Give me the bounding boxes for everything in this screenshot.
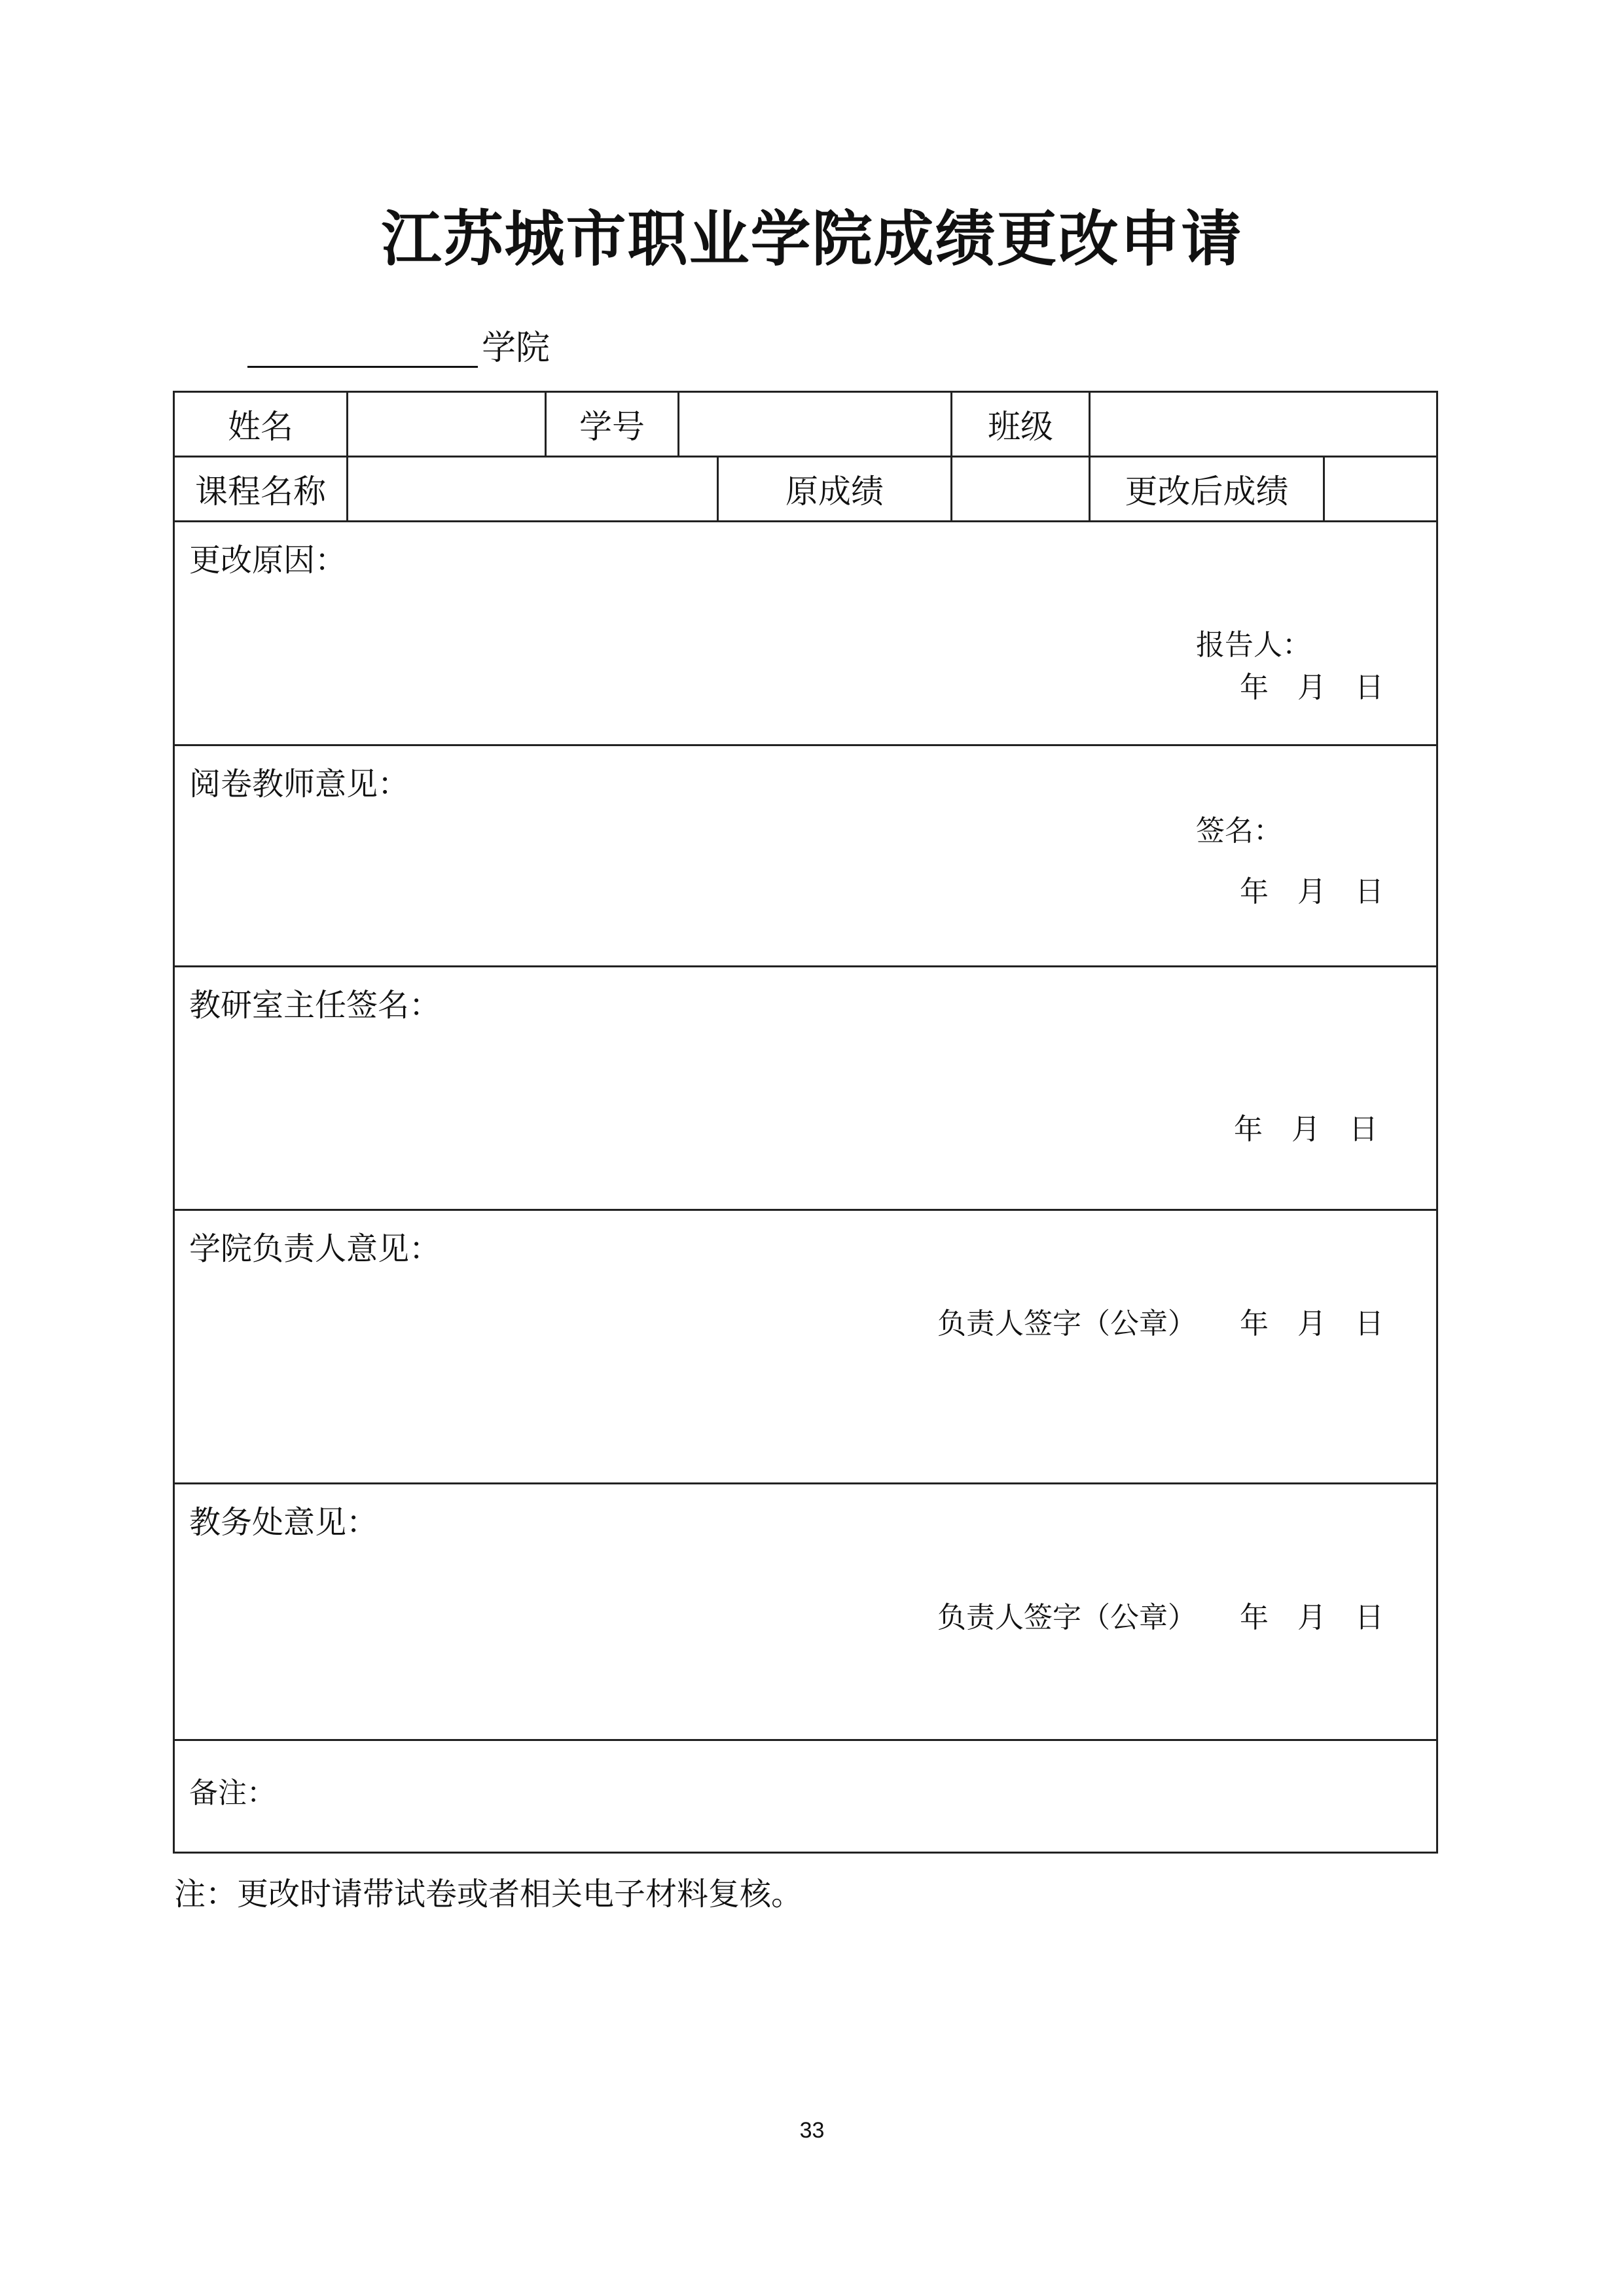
row2-divider xyxy=(717,457,719,520)
director-date xyxy=(1219,1113,1392,1147)
page-number: 33 xyxy=(799,2118,825,2143)
year-label: 年 xyxy=(1234,1113,1263,1146)
new-score-label: 更改后成绩 xyxy=(1125,473,1289,511)
year-label: 年 xyxy=(1240,875,1269,908)
college-suffix: 学院 xyxy=(482,329,550,368)
student-id-label: 学号 xyxy=(579,408,645,446)
teacher-opinion-section[interactable] xyxy=(175,746,1436,965)
month-label: 月 xyxy=(1297,875,1326,908)
month-label: 月 xyxy=(1297,671,1326,704)
college-head-label: 学院负责人意见： xyxy=(189,1230,441,1267)
month-label: 月 xyxy=(1297,1601,1326,1634)
reason-date xyxy=(1225,671,1398,705)
director-section[interactable] xyxy=(175,967,1436,1209)
row1-divider xyxy=(346,393,348,456)
row2-divider xyxy=(346,457,348,520)
reporter-label: 报告人： xyxy=(1196,628,1311,662)
row1-divider xyxy=(677,393,679,456)
day-label: 日 xyxy=(1355,1601,1384,1634)
teacher-sign-label: 签名： xyxy=(1196,814,1282,848)
day-label: 日 xyxy=(1349,1113,1378,1146)
original-score-field[interactable] xyxy=(952,457,1089,520)
remarks-label: 备注： xyxy=(189,1776,276,1810)
director-sign-label: 教研室主任签名： xyxy=(189,987,441,1024)
college-head-date xyxy=(1225,1307,1398,1341)
day-label: 日 xyxy=(1355,875,1384,908)
footnote: 注：更改时请带试卷或者相关电子材料复核。 xyxy=(174,1876,803,1912)
year-label: 年 xyxy=(1240,1601,1269,1634)
college-head-sign-label: 负责人签字（公章） xyxy=(937,1307,1197,1340)
teacher-opinion-label: 阅卷教师意见： xyxy=(189,766,410,802)
row2-divider xyxy=(950,457,952,520)
college-head-section[interactable] xyxy=(175,1211,1436,1482)
original-score-label: 原成绩 xyxy=(785,473,884,511)
remarks-section[interactable] xyxy=(175,1741,1436,1852)
row2-divider xyxy=(1323,457,1325,520)
new-score-field[interactable] xyxy=(1325,457,1436,520)
year-label: 年 xyxy=(1240,1307,1269,1340)
teacher-date xyxy=(1225,875,1398,909)
year-label: 年 xyxy=(1240,671,1269,704)
grade-change-form xyxy=(173,391,1438,1854)
day-label: 日 xyxy=(1355,671,1384,704)
course-name-label: 课程名称 xyxy=(195,473,326,511)
month-label: 月 xyxy=(1297,1307,1326,1340)
name-label: 姓名 xyxy=(228,408,293,446)
academic-affairs-sign-label: 负责人签字（公章） xyxy=(937,1601,1197,1634)
reason-section[interactable] xyxy=(175,522,1436,744)
class-label: 班级 xyxy=(988,408,1053,446)
form-title: 江苏城市职业学院成绩更改申请 xyxy=(381,204,1243,274)
student-id-field[interactable] xyxy=(679,393,950,456)
college-name-blank[interactable] xyxy=(247,329,478,368)
academic-affairs-date xyxy=(1225,1601,1398,1635)
row2-divider xyxy=(1089,457,1091,520)
academic-affairs-label: 教务处意见： xyxy=(189,1504,378,1541)
class-field[interactable] xyxy=(1091,393,1436,456)
academic-affairs-section[interactable] xyxy=(175,1484,1436,1739)
reason-label: 更改原因： xyxy=(189,542,347,579)
college-line xyxy=(247,322,550,368)
month-label: 月 xyxy=(1291,1113,1320,1146)
course-name-field[interactable] xyxy=(348,457,717,520)
name-field[interactable] xyxy=(348,393,545,456)
row1-divider xyxy=(950,393,952,456)
row1-divider xyxy=(1089,393,1091,456)
day-label: 日 xyxy=(1355,1307,1384,1340)
row1-divider xyxy=(545,393,547,456)
